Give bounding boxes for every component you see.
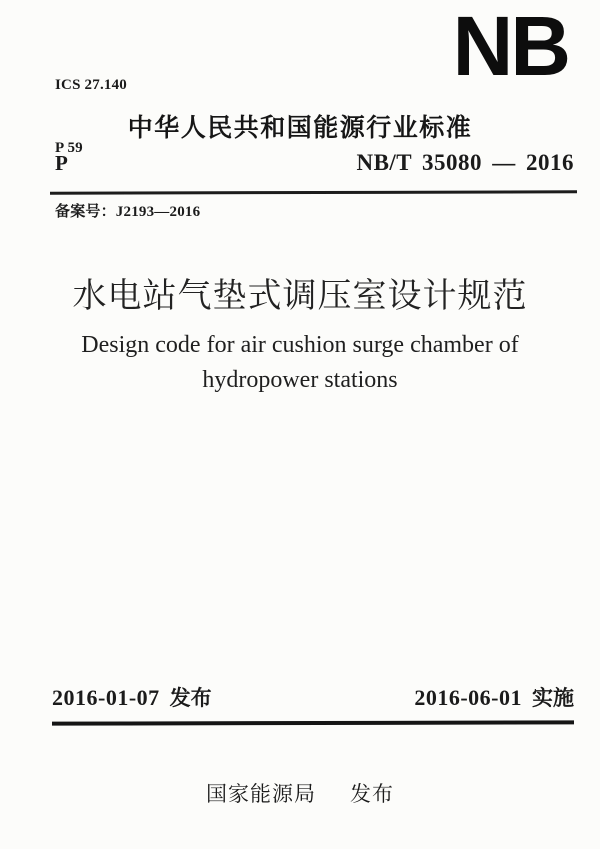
- nb-logo: NB: [452, 0, 568, 93]
- top-divider-line: [50, 190, 577, 194]
- title-english: [60, 328, 540, 398]
- title-english-line2: hydropower stations: [202, 366, 398, 393]
- issue-label: 发布: [169, 687, 212, 710]
- issuer-row: [0, 778, 600, 808]
- bottom-divider-line: [52, 720, 574, 725]
- implementation-date: 2016-06-01: [414, 685, 522, 710]
- implementation-label: 实施: [532, 687, 574, 710]
- issue-date-group: [52, 682, 212, 712]
- title-chinese: 水电站气垫式调压室设计规范: [72, 278, 528, 315]
- standard-type-title: 中华人民共和国能源行业标准: [127, 114, 473, 142]
- doc-class-code: P 59: [55, 140, 83, 157]
- doc-class-letter: P: [55, 151, 68, 175]
- ics-code: ICS 27.140: [55, 76, 128, 93]
- record-number: 备案号：J2193—2016: [55, 204, 201, 221]
- issue-date: 2016-01-07: [52, 685, 160, 710]
- issuer-name: 国家能源局: [206, 783, 316, 806]
- standard-number: NB/T 35080 — 2016: [356, 150, 574, 175]
- issuer-action: 发布: [350, 783, 394, 806]
- implementation-date-group: [414, 682, 574, 712]
- title-english-line1: Design code for air cushion surge chamber of: [81, 332, 519, 358]
- dates-row: [52, 682, 574, 712]
- standard-number-row: [55, 150, 574, 176]
